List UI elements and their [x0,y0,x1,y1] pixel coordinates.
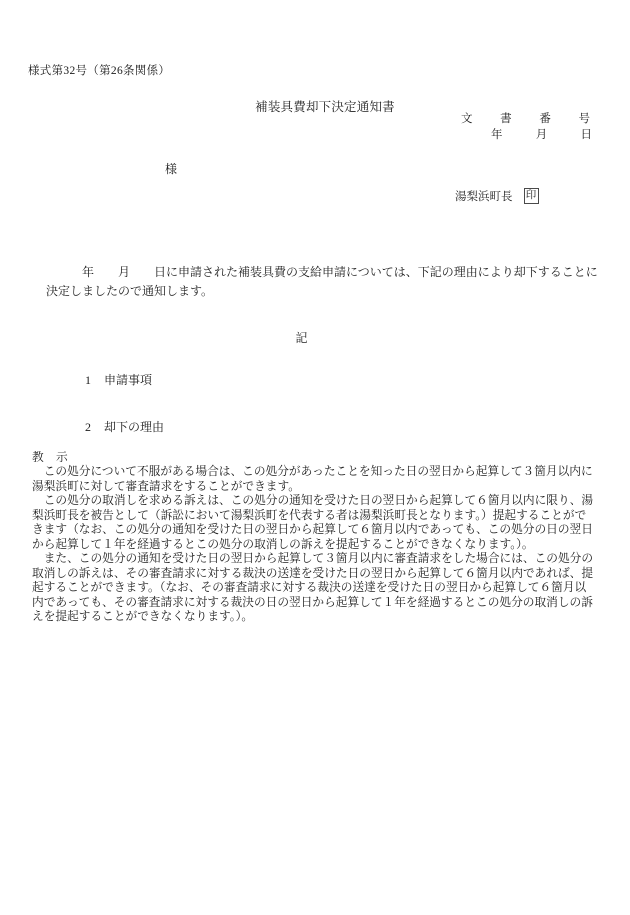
teaching-line: 内であっても、その審査請求に対する裁決の日の翌日から起算して１年を経過するとこの処分の取消しの訴 [32,595,593,609]
teaching-line: 起することができます。（なお、その審査請求に対する裁決の送達を受けた日の翌日から起算して６箇月以 [32,581,587,595]
doc-number-char: 番 [539,113,551,125]
addressee-suffix: 様 [165,162,178,176]
body-line: 決定しましたので通知します。 [46,284,214,299]
item-number: 1 [85,373,91,387]
doc-number-char: 文 [461,113,473,125]
teaching-line: きます（なお、この処分の通知を受けた日の翌日から起算して６箇月以内であっても、この処分の日の翌日 [32,523,593,537]
teaching-line: この処分の取消しを求める訴えは、この処分の通知を受けた日の翌日から起算して６箇月以内に限り、湯 [32,494,594,508]
page-title: 補装具費却下決定通知書 [255,100,395,114]
issuer-line [455,188,539,204]
teaching-line: 梨浜町長を被告として（訴訟において湯梨浜町を代表する者は湯梨浜町長となります。）提起することがで [32,508,587,522]
issuer-name: 湯梨浜町長 [455,191,513,203]
date-month-label: 月 [535,129,548,141]
doc-number-char: 書 [500,113,512,125]
record-marker: 記 [295,331,308,345]
item-number: 2 [85,420,91,434]
item-label: 申請事項 [104,373,153,387]
list-item-application-details [73,356,152,403]
teaching-line: 湯梨浜町に対して審査請求をすることができます。 [32,479,300,493]
seal-mark: 印 [524,188,539,204]
date-year-label: 年 [491,129,503,141]
appeal-instructions [32,451,612,624]
teaching-line: えを提起することができなくなります。）。 [32,609,254,623]
teaching-line: また、この処分の通知を受けた日の翌日から起算して３箇月以内に審査請求をした場合には、この処分の [32,552,594,566]
form-number: 様式第32号（第26条関係） [28,65,171,77]
body-line: 年 月 日に申請された補装具費の支給申請については、下記の理由により却下することに [46,265,598,279]
teaching-line: この処分について不服がある場合は、この処分があったことを知った日の翌日から起算して３箇月以内に [32,465,593,479]
item-label: 却下の理由 [104,420,165,434]
teaching-line: から起算して１年を経過するとこの処分の取消しの訴えを提起することができなくなります。）。 [32,537,534,551]
doc-number-char: 号 [578,113,590,125]
document-number-field [461,110,590,126]
list-item-rejection-reason [73,403,164,450]
date-day-label: 日 [580,129,592,141]
appeal-instructions-heading: 教 示 [32,451,68,464]
teaching-line: 取消しの訴えは、その審査請求に対する裁決の送達を受けた日の翌日から起算して６箇月以内であれば、提 [32,566,594,580]
notification-body [46,263,611,301]
date-field [491,126,592,142]
